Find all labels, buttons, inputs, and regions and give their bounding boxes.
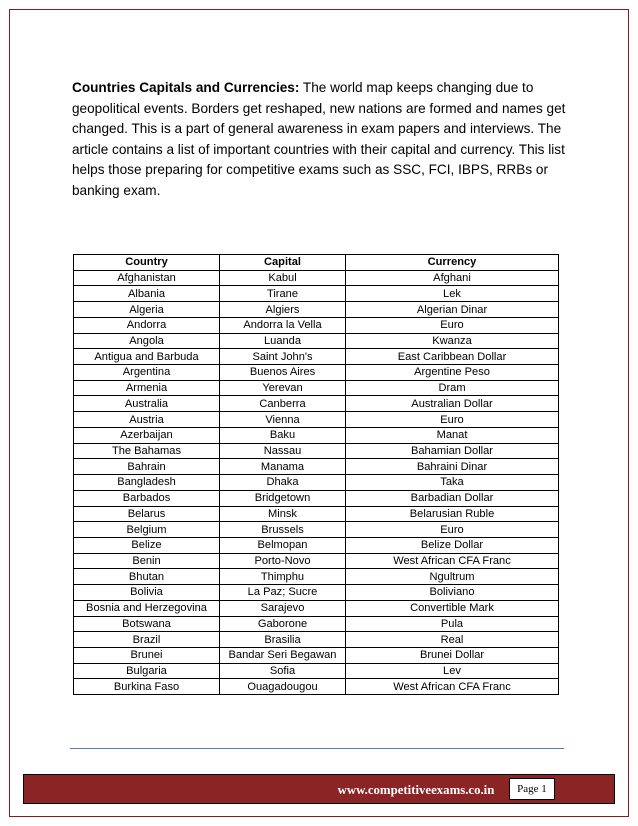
table-row bbox=[74, 349, 559, 365]
table-row bbox=[74, 396, 559, 412]
country-cell: The Bahamas bbox=[74, 443, 220, 459]
currency-cell: Belarusian Ruble bbox=[346, 506, 559, 522]
table-row bbox=[74, 365, 559, 381]
currency-cell: Brunei Dollar bbox=[346, 647, 559, 663]
table-row bbox=[74, 616, 559, 632]
capital-cell: Brasilia bbox=[220, 632, 346, 648]
country-cell: Azerbaijan bbox=[74, 427, 220, 443]
table-row bbox=[74, 647, 559, 663]
table-row bbox=[74, 317, 559, 333]
capital-cell: Kabul bbox=[220, 270, 346, 286]
table-row bbox=[74, 632, 559, 648]
country-cell: Antigua and Barbuda bbox=[74, 349, 220, 365]
country-cell: Argentina bbox=[74, 365, 220, 381]
currency-cell: Bahamian Dollar bbox=[346, 443, 559, 459]
header-currency: Currency bbox=[346, 255, 559, 271]
capital-cell: Luanda bbox=[220, 333, 346, 349]
capital-cell: Yerevan bbox=[220, 380, 346, 396]
capital-cell: Bandar Seri Begawan bbox=[220, 647, 346, 663]
country-cell: Australia bbox=[74, 396, 220, 412]
table-body bbox=[74, 270, 559, 694]
table-row bbox=[74, 537, 559, 553]
capital-cell: Saint John's bbox=[220, 349, 346, 365]
currency-cell: Dram bbox=[346, 380, 559, 396]
header-capital: Capital bbox=[220, 255, 346, 271]
country-cell: Bosnia and Herzegovina bbox=[74, 600, 220, 616]
currency-cell: Lev bbox=[346, 663, 559, 679]
currency-cell: Convertible Mark bbox=[346, 600, 559, 616]
capital-cell: Belmopan bbox=[220, 537, 346, 553]
capital-cell: Gaborone bbox=[220, 616, 346, 632]
currency-cell: Boliviano bbox=[346, 585, 559, 601]
table-row bbox=[74, 490, 559, 506]
currency-cell: West African CFA Franc bbox=[346, 679, 559, 695]
footer-bar bbox=[23, 774, 615, 804]
currency-cell: Belize Dollar bbox=[346, 537, 559, 553]
intro-text: The world map keeps changing due to geopolitical events. Borders get reshaped, new nations are formed and names get changed. This is a part of general awareness in exam papers and interviews. The article contains a list of important countries with their capital and currency. This list helps those preparing for competitive exams such as SSC, FCI, IBPS, RRBs or banking exam. bbox=[72, 80, 566, 198]
currency-cell: Algerian Dinar bbox=[346, 302, 559, 318]
capital-cell: Bridgetown bbox=[220, 490, 346, 506]
country-cell: Armenia bbox=[74, 380, 220, 396]
currency-cell: Bahraini Dinar bbox=[346, 459, 559, 475]
country-cell: Andorra bbox=[74, 317, 220, 333]
capital-cell: Thimphu bbox=[220, 569, 346, 585]
table-row bbox=[74, 427, 559, 443]
country-cell: Benin bbox=[74, 553, 220, 569]
table-row bbox=[74, 585, 559, 601]
table-row bbox=[74, 506, 559, 522]
table-row bbox=[74, 270, 559, 286]
table-row bbox=[74, 333, 559, 349]
currency-cell: Barbadian Dollar bbox=[346, 490, 559, 506]
table-row bbox=[74, 663, 559, 679]
currency-cell: Euro bbox=[346, 317, 559, 333]
capital-cell: Sofia bbox=[220, 663, 346, 679]
currency-cell: West African CFA Franc bbox=[346, 553, 559, 569]
footer-divider bbox=[70, 748, 564, 749]
country-cell: Belarus bbox=[74, 506, 220, 522]
currency-cell: Lek bbox=[346, 286, 559, 302]
currency-cell: Euro bbox=[346, 412, 559, 428]
capital-cell: Porto-Novo bbox=[220, 553, 346, 569]
capital-cell: Algiers bbox=[220, 302, 346, 318]
currency-cell: Pula bbox=[346, 616, 559, 632]
capital-cell: Canberra bbox=[220, 396, 346, 412]
currency-cell: Kwanza bbox=[346, 333, 559, 349]
page-number: Page 1 bbox=[509, 778, 555, 800]
country-cell: Brunei bbox=[74, 647, 220, 663]
country-cell: Burkina Faso bbox=[74, 679, 220, 695]
capital-cell: Brussels bbox=[220, 522, 346, 538]
currency-cell: Taka bbox=[346, 475, 559, 491]
intro-heading: Countries Capitals and Currencies: bbox=[72, 80, 300, 95]
capital-cell: Nassau bbox=[220, 443, 346, 459]
table-row bbox=[74, 380, 559, 396]
country-cell: Belize bbox=[74, 537, 220, 553]
country-cell: Albania bbox=[74, 286, 220, 302]
country-cell: Bahrain bbox=[74, 459, 220, 475]
country-cell: Belgium bbox=[74, 522, 220, 538]
table-row bbox=[74, 459, 559, 475]
capital-cell: Tirane bbox=[220, 286, 346, 302]
table-row bbox=[74, 302, 559, 318]
table-row bbox=[74, 443, 559, 459]
currency-cell: Euro bbox=[346, 522, 559, 538]
country-cell: Afghanistan bbox=[74, 270, 220, 286]
currency-cell: Australian Dollar bbox=[346, 396, 559, 412]
capital-cell: Manama bbox=[220, 459, 346, 475]
table-row bbox=[74, 475, 559, 491]
currency-cell: East Caribbean Dollar bbox=[346, 349, 559, 365]
country-cell: Brazil bbox=[74, 632, 220, 648]
currency-cell: Real bbox=[346, 632, 559, 648]
capital-cell: Baku bbox=[220, 427, 346, 443]
table-row bbox=[74, 553, 559, 569]
currency-cell: Argentine Peso bbox=[346, 365, 559, 381]
table-row bbox=[74, 679, 559, 695]
country-cell: Bolivia bbox=[74, 585, 220, 601]
capital-cell: La Paz; Sucre bbox=[220, 585, 346, 601]
country-cell: Bulgaria bbox=[74, 663, 220, 679]
country-cell: Austria bbox=[74, 412, 220, 428]
currency-cell: Ngultrum bbox=[346, 569, 559, 585]
countries-table bbox=[73, 254, 559, 695]
table-row bbox=[74, 522, 559, 538]
capital-cell: Sarajevo bbox=[220, 600, 346, 616]
intro-paragraph bbox=[72, 78, 572, 202]
currency-cell: Manat bbox=[346, 427, 559, 443]
country-cell: Bangladesh bbox=[74, 475, 220, 491]
capital-cell: Andorra la Vella bbox=[220, 317, 346, 333]
table-row bbox=[74, 412, 559, 428]
country-cell: Botswana bbox=[74, 616, 220, 632]
capital-cell: Ouagadougou bbox=[220, 679, 346, 695]
country-cell: Barbados bbox=[74, 490, 220, 506]
header-country: Country bbox=[74, 255, 220, 271]
capital-cell: Vienna bbox=[220, 412, 346, 428]
website-link[interactable]: www.competitiveexams.co.in bbox=[337, 783, 495, 797]
capital-cell: Minsk bbox=[220, 506, 346, 522]
capital-cell: Buenos Aires bbox=[220, 365, 346, 381]
table-header-row bbox=[74, 255, 559, 271]
country-cell: Algeria bbox=[74, 302, 220, 318]
country-cell: Bhutan bbox=[74, 569, 220, 585]
table-row bbox=[74, 569, 559, 585]
table-row bbox=[74, 600, 559, 616]
table-row bbox=[74, 286, 559, 302]
country-cell: Angola bbox=[74, 333, 220, 349]
capital-cell: Dhaka bbox=[220, 475, 346, 491]
currency-cell: Afghani bbox=[346, 270, 559, 286]
